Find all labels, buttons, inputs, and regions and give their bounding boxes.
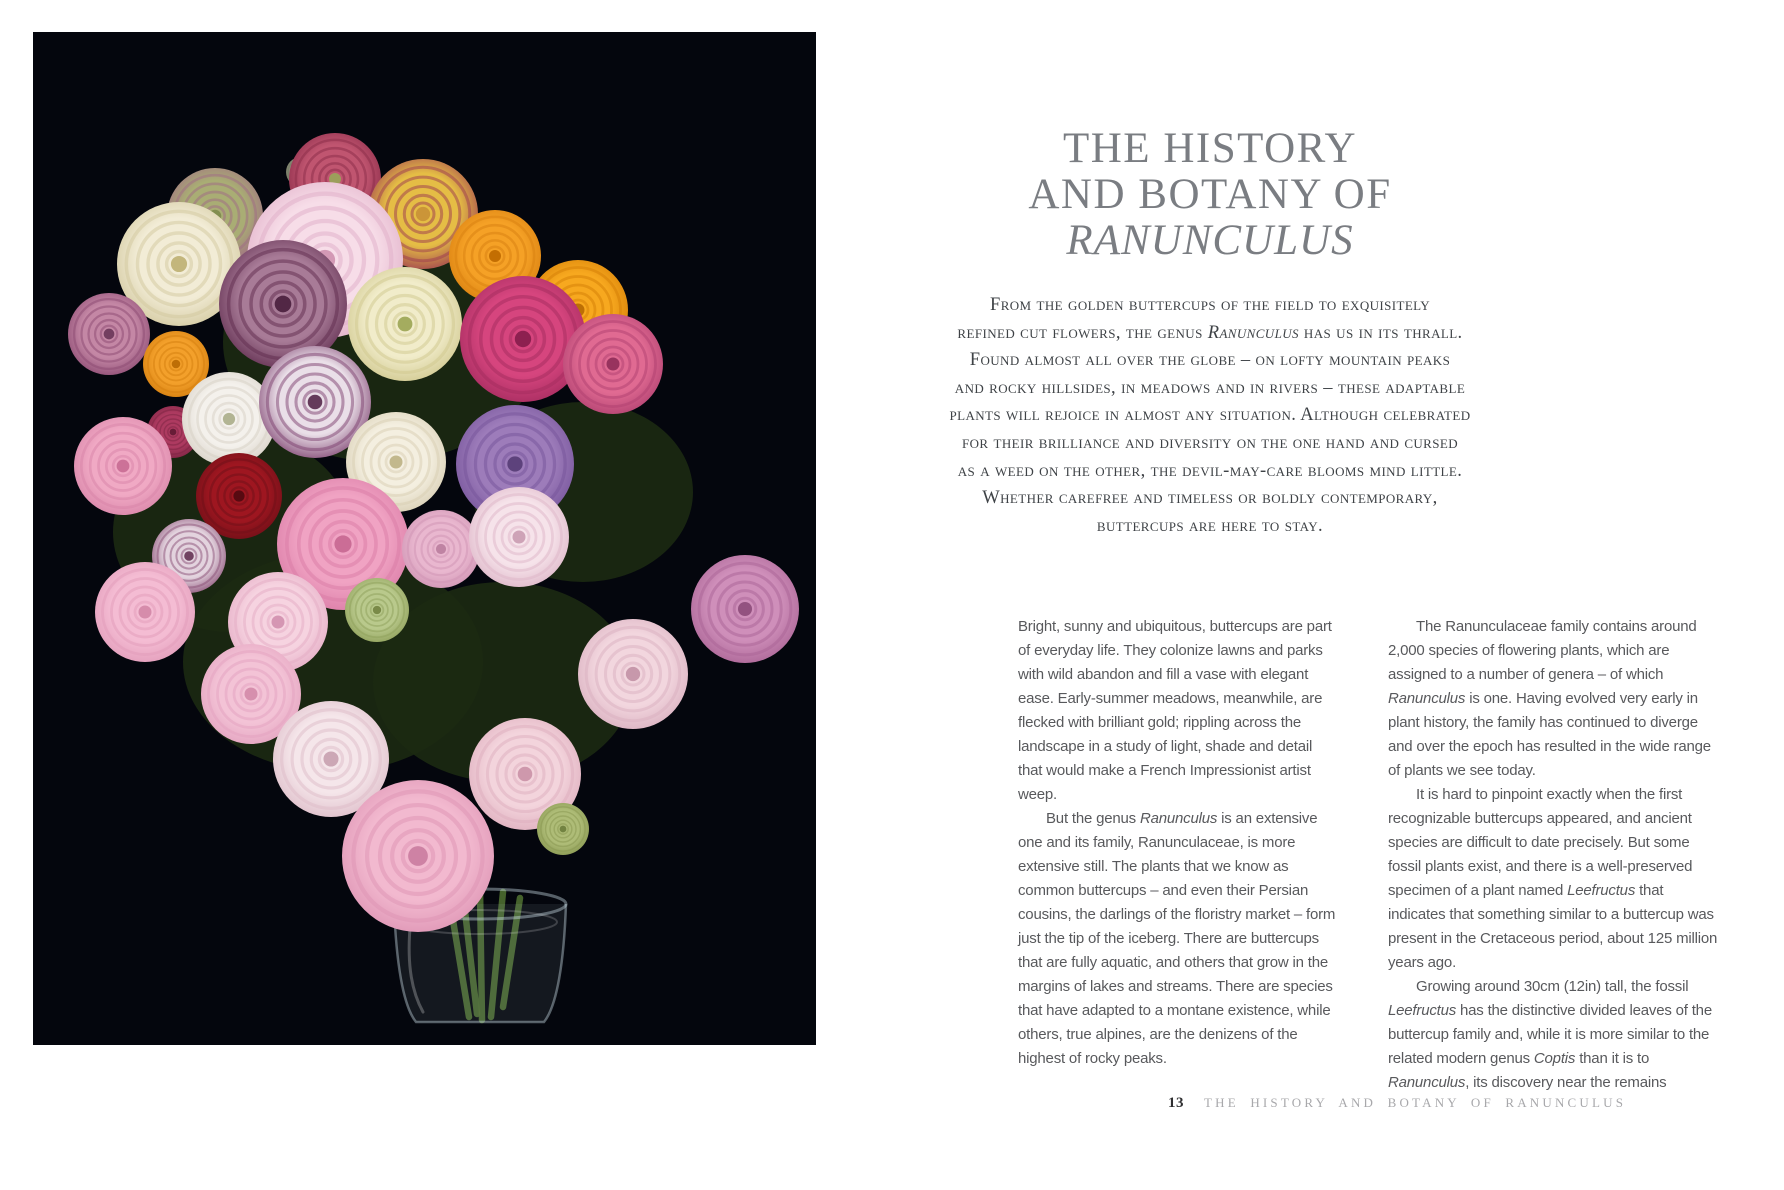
chapter-title-line-3: RANUNCULUS xyxy=(1066,217,1354,264)
intro-line: buttercups are here to stay. xyxy=(1096,515,1324,536)
intro-line: and rocky hillsides, in meadows and in rivers – these adaptable xyxy=(954,377,1466,398)
intro-line: plants will rejoice in almost any situation. Although celebrated xyxy=(949,405,1471,426)
chapter-title-line-1: THE HISTORY xyxy=(1062,125,1358,172)
ranunculus-flower xyxy=(537,803,589,855)
ranunculus-flower xyxy=(74,417,172,515)
ranunculus-flower xyxy=(402,510,480,588)
intro-line: as a weed on the other, the devil-may-care blooms mind little. xyxy=(957,460,1463,481)
body-paragraph: But the genus Ranunculus is an extensive one and its family, Ranunculaceae, is more extensive still. The plants that we know as common buttercups – and even their Persian cousins, the darlings of the floristry market – form just the tip of the iceberg. There are buttercups that are fully aquatic, and others that grow in the margins of lakes and streams. There are species that have adapted to a montane existence, while others, true alpines, are the denizens of the highest of rocky peaks. xyxy=(1018,810,1336,1067)
bouquet-svg xyxy=(33,32,816,1045)
intro-line: From the golden buttercups of the field to exquisitely xyxy=(990,295,1430,315)
bouquet-photo xyxy=(33,32,816,1045)
page-footer xyxy=(1168,1094,1626,1112)
ranunculus-flower xyxy=(95,562,195,662)
ranunculus-flower xyxy=(563,314,663,414)
ranunculus-flower xyxy=(348,267,462,381)
body-paragraph: Bright, sunny and ubiquitous, buttercups are part of everyday life. They colonize lawns and parks with wild abandon and fill a vase with elegant ease. Early-summer meadows, meanwhile, are flecked with brilliant gold; rippling across the landscape in a study of light, shade and detail that would make a French Impressionist artist weep. xyxy=(1018,618,1332,803)
chapter-title xyxy=(930,126,1490,264)
body-column-left xyxy=(1018,615,1340,1071)
ranunculus-flower xyxy=(345,578,409,642)
ranunculus-flower xyxy=(469,487,569,587)
chapter-title-line-2: AND BOTANY OF xyxy=(1028,171,1392,218)
running-title: THE HISTORY AND BOTANY OF RANUNCULUS xyxy=(1204,1095,1627,1110)
ranunculus-flower xyxy=(578,619,688,729)
intro-standfirst xyxy=(915,292,1505,540)
intro-line: Whether carefree and timeless or boldly contemporary, xyxy=(982,488,1438,509)
page-number: 13 xyxy=(1168,1095,1184,1111)
ranunculus-flower xyxy=(691,555,799,663)
ranunculus-flower xyxy=(342,780,494,932)
body-paragraph: It is hard to pinpoint exactly when the first recognizable buttercups appeared, and ancient species are difficult to date precisely. But some fossil plants exist, and there is a well-preserved specimen of a plant named Leefructus that indicates that something similar to a buttercup was present in the Cretaceous period, about 125 million years ago. xyxy=(1388,786,1718,971)
ranunculus-flower xyxy=(68,293,150,375)
intro-line: Found almost all over the globe – on lofty mountain peaks xyxy=(969,350,1451,371)
body-paragraph: Growing around 30cm (12in) tall, the fossil Leefructus has the distinctive divided leaves of the buttercup family and, while it is more similar to the related modern genus Coptis than it is to Ranunculus, its discovery near the remains xyxy=(1388,978,1712,1091)
intro-line: refined cut flowers, the genus Ranunculus has us in its thrall. xyxy=(957,322,1463,343)
body-column-right xyxy=(1388,615,1720,1095)
intro-line: for their brilliance and diversity on the one hand and cursed xyxy=(961,432,1459,453)
body-paragraph: The Ranunculaceae family contains around 2,000 species of flowering plants, which are assigned to a number of genera – of which Ranunculus is one. Having evolved very early in plant history, the family has continued to diverge and over the epoch has resulted in the wide range of plants we see today. xyxy=(1388,618,1711,779)
